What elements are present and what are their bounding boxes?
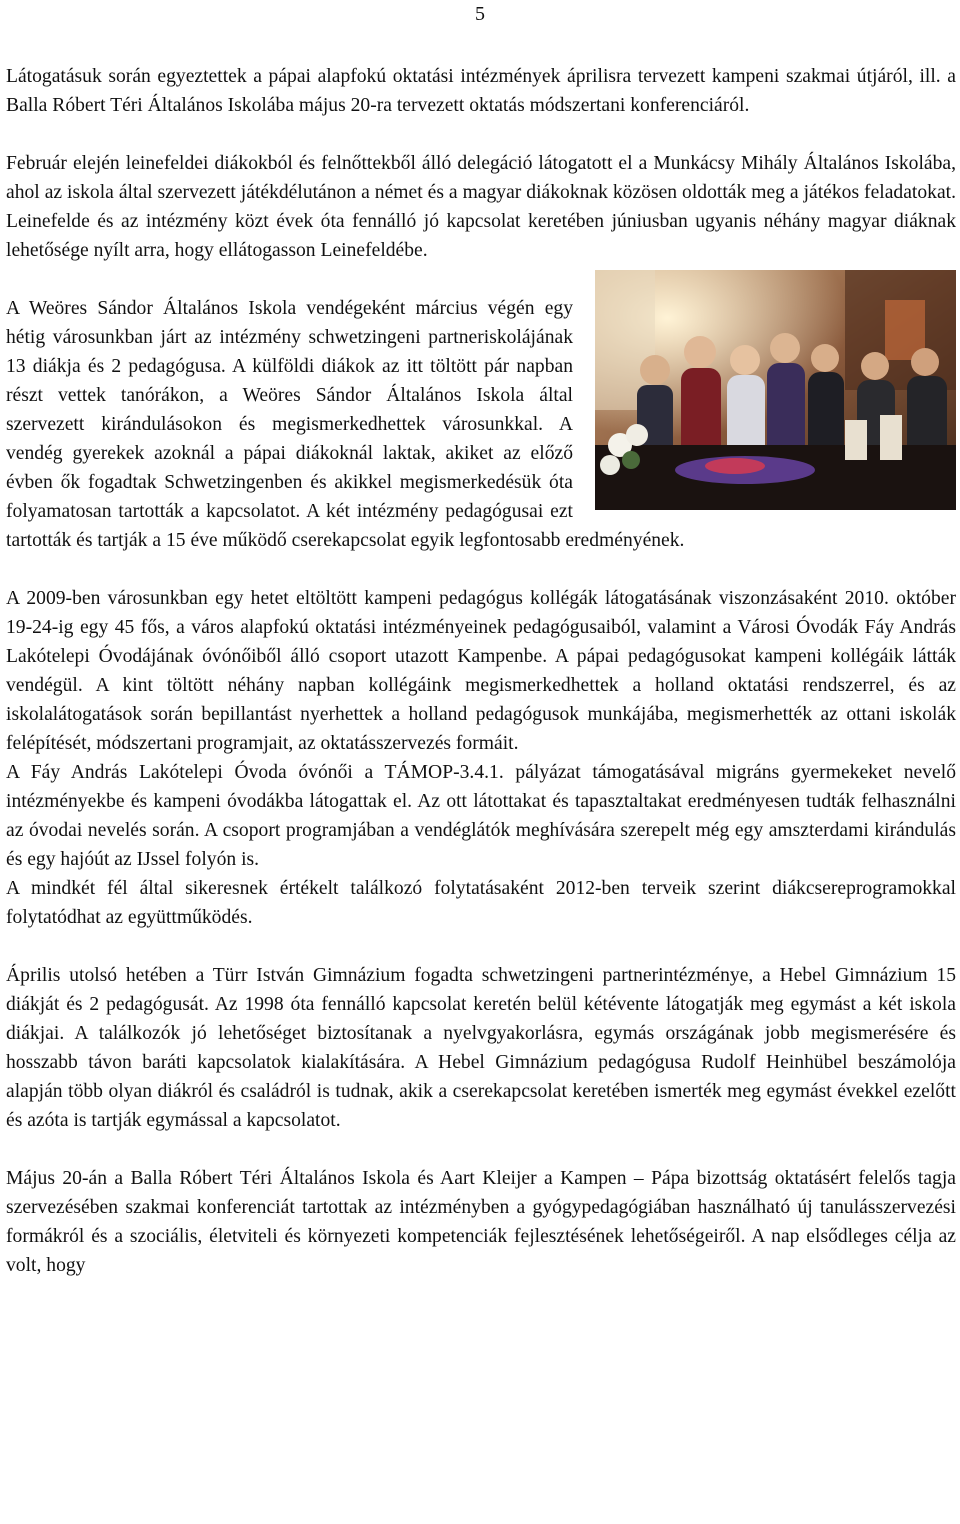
paragraph-7: Április utolsó hetében a Türr István Gimnázium fogadta schwetzingeni partnerintézménye, a Hebel Gimnázium 15 diákját és 2 pedagógusát. Az 1998 óta fennálló kapcsolat keretén belül kétévente látogatják meg egymást a két iskola diákjai. A találkozók jó lehetőséget biztosítanak a nyelvgyakorlásra, egymás országának jobb megismerésére és hosszabb távon baráti kapcsolatok kialakítására. A Hebel Gimnázium pedagógusa Rudolf Heinhübel beszámolója alapján több olyan diákról és családról is tudnak, akik a cserekapcsolat keretében ismerték meg egymást évekkel ezelőtt és azóta is tartják egymással a kapcsolatot. <box>6 965 956 1131</box>
paragraph-1: Látogatásuk során egyeztettek a pápai alapfokú oktatási intézmények áprilisra tervezett kampeni szakmai útjáról, ill. a Balla Róbert Téri Általános Iskolába május 20-ra tervezett oktatás módszertani konferenciáról. <box>6 66 956 116</box>
group-photo <box>595 270 956 510</box>
paragraph-8: Május 20-án a Balla Róbert Téri Általános Iskola és Aart Kleijer a Kampen – Pápa bizottság oktatásért felelős tagja szervezésében szakmai konferenciát tartottak az intézményben a gyógypedagógiában használható új tanulásszervezési formákról és a szociális, életviteli és környezeti kompetenciák fejlesztésének lehetőségeiről. A nap elsődleges célja az volt, hogy <box>6 1168 956 1276</box>
paragraph-5: A Fáy András Lakótelepi Óvoda óvónői a TÁMOP-3.4.1. pályázat támogatásával migráns gyermekeket nevelő intézményekbe és kampeni óvodákba látogattak el. Az ott látottakat és tapasztaltakat eredményesen tudták felhasználni az óvodai nevelés során. A csoport programjában a vendéglátók meghívására szerepelt még egy amszterdami kirándulás és egy hajóút az IJssel folyón is. <box>6 762 956 870</box>
document-body <box>6 62 956 1280</box>
paragraph-3: A Weöres Sándor Általános Iskola vendégeként március végén egy hétig városunkban járt az intézmény schwetzingeni partneriskolájának 13 diákja és 2 pedagógusa. A külföldi diákok az itt töltött pár napban részt vettek tanórákon, a Weöres Sándor Általános Iskola által szervezett kirándulásokon és megismerkedhettek városunkkal. A vendég gyerekek azoknál a pápai diákoknál laktak, akiket az előző évben ők fogadtak Schwetzingenben és akikkel megismerkedésük óta folyamatosan tartották a kapcsolatot. A két intézmény pedagógusai ezt tartották és tartják a 15 éve működő cserekapcsolat egyik legfontosabb eredményének. <box>6 298 685 551</box>
paragraph-4: A 2009-ben városunkban egy hetet eltöltött kampeni pedagógus kollégák látogatásának viszonzásaként 2010. október 19-24-ig egy 45 fős, a város alapfokú oktatási intézményeinek pedagógusaiból, valamint a Városi Óvodák Fáy András Lakótelepi Óvodájának óvónőiből álló csoport utazott Kampenbe. A pápai pedagógusokat kampeni kollégáik látták vendégül. A kint töltött néhány napban kollégáink megismerkedhettek a holland oktatási rendszerrel, és az iskolalátogatások során bepillantást nyerhettek a holland pedagógusok munkájába, megismerhették az ottani iskolák felépítését, módszertani programjait, az oktatásszervezés formáit. <box>6 588 956 754</box>
page-number: 5 <box>475 3 485 25</box>
paragraph-2: Február elején leinefeldei diákokból és felnőttekből álló delegáció látogatott el a Munkácsy Mihály Általános Iskolába, ahol az iskola által szervezett játékdélutánon a német és a magyar diákoknak közösen oldották meg a játékos feladatokat. Leinefelde és az intézmény közt évek óta fennálló jó kapcsolat keretében júniusban ugyanis néhány magyar diáknak lehetősége nyílt arra, hogy ellátogasson Leinefeldébe. <box>6 153 956 261</box>
paragraph-6: A mindkét fél által sikeresnek értékelt találkozó folytatásaként 2012-ben terveik szerint diákcsereprogramokkal folytatódhat az együttműködés. <box>6 878 956 928</box>
